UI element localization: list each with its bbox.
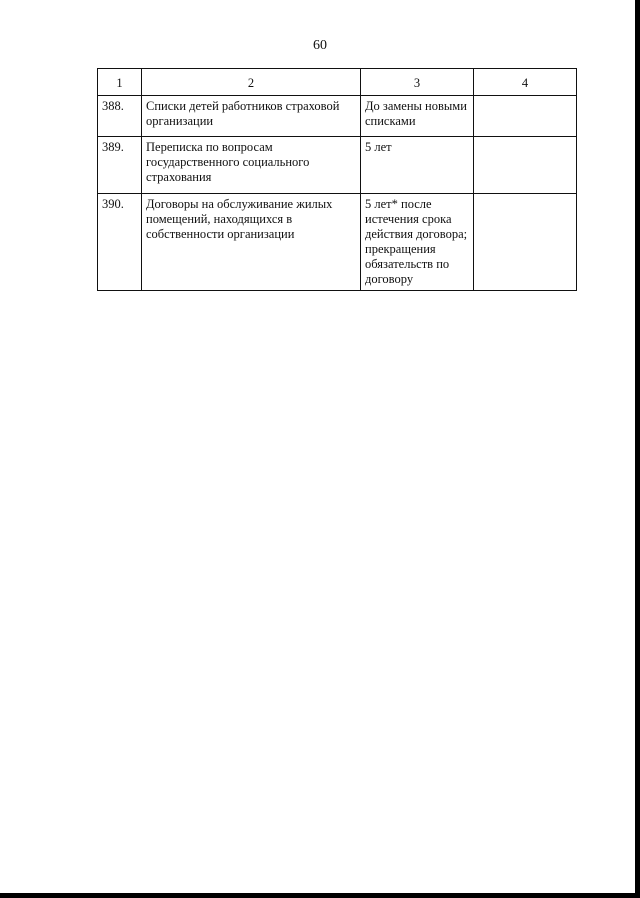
row-number: 388.: [98, 96, 142, 137]
records-table: [97, 68, 577, 291]
table-row: [98, 96, 577, 137]
table-row: [98, 194, 577, 291]
column-header-note: 4: [474, 69, 577, 96]
row-note: [474, 194, 577, 291]
row-period: 5 лет: [361, 137, 474, 194]
table-row: [98, 137, 577, 194]
row-note: [474, 96, 577, 137]
column-header-period: 3: [361, 69, 474, 96]
table-header-row: [98, 69, 577, 96]
row-title: Списки детей работников страховой организации: [142, 96, 361, 137]
row-title: Договоры на обслуживание жилых помещений, находящихся в собственности организации: [142, 194, 361, 291]
scan-edge-bottom: [0, 893, 640, 898]
column-header-title: 2: [142, 69, 361, 96]
row-title: Переписка по вопросам государственного социального страхования: [142, 137, 361, 194]
row-period: До замены новыми списками: [361, 96, 474, 137]
scan-edge-right: [635, 0, 640, 898]
row-period: 5 лет* после истечения срока действия договора; прекращения обязательств по договору: [361, 194, 474, 291]
row-number: 389.: [98, 137, 142, 194]
page-number: 60: [313, 38, 327, 53]
row-number: 390.: [98, 194, 142, 291]
column-header-number: 1: [98, 69, 142, 96]
row-note: [474, 137, 577, 194]
